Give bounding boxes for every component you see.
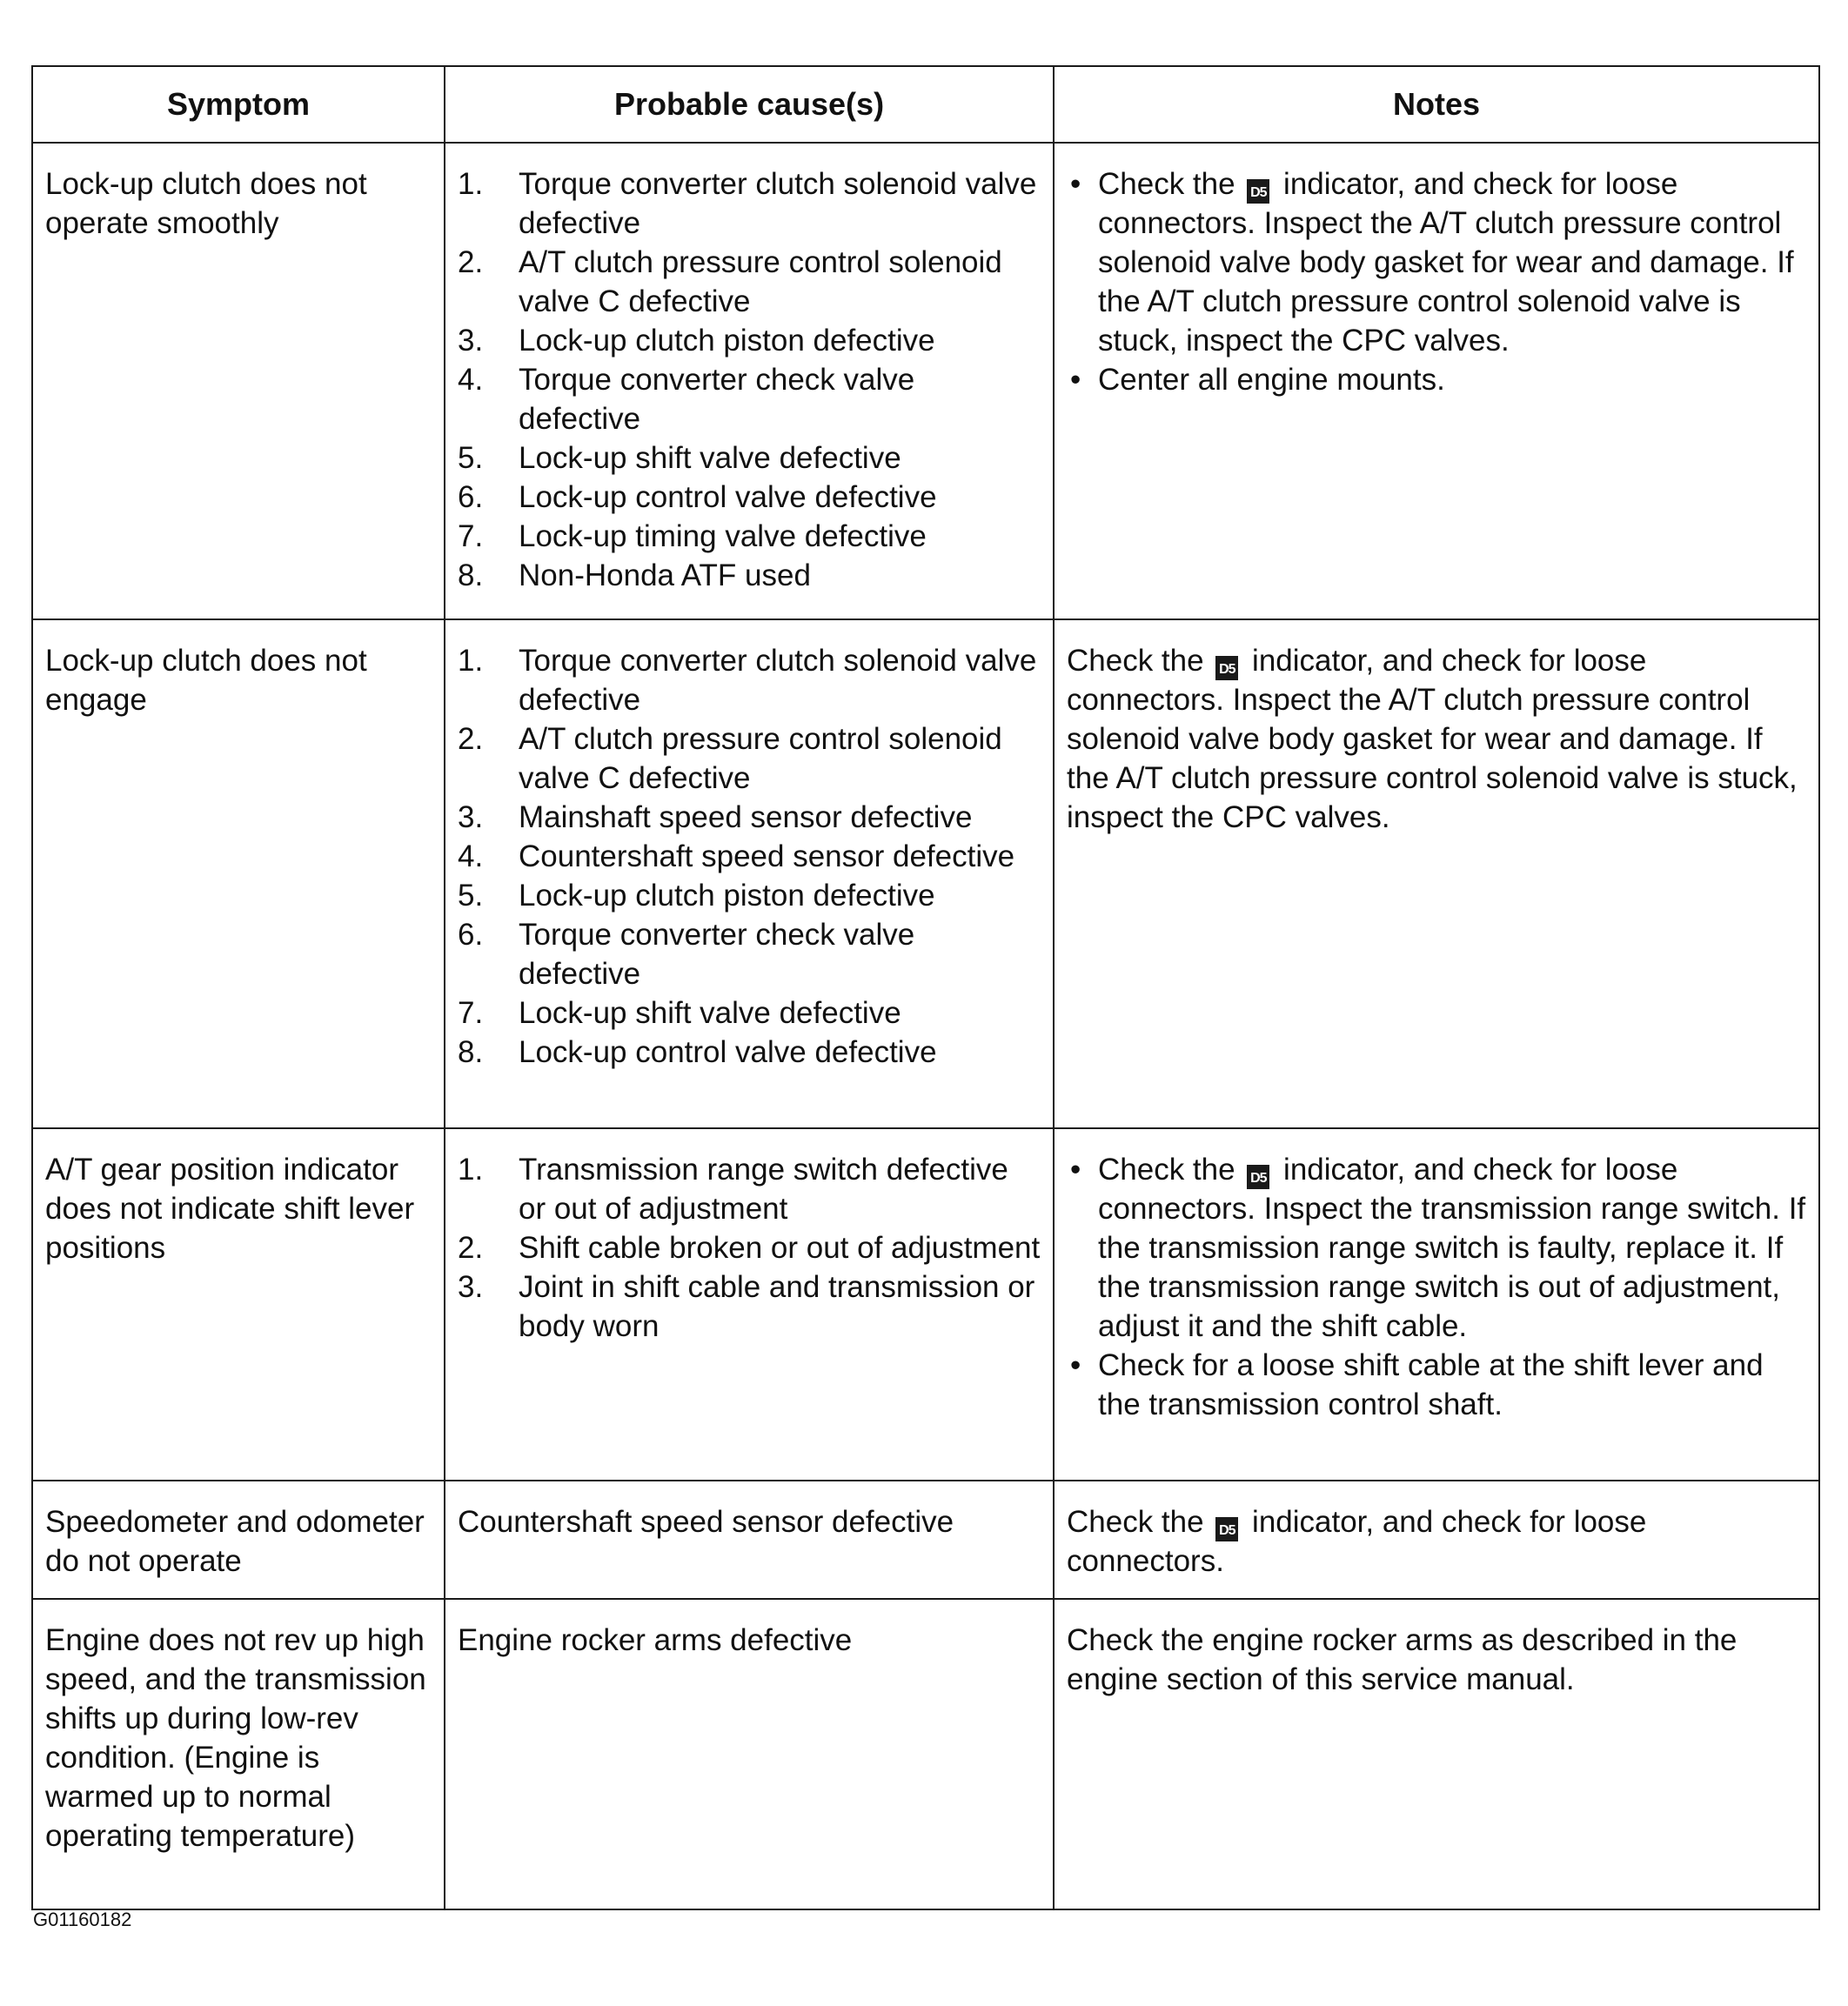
cause-item: 4. Torque converter check valve defective xyxy=(458,363,915,436)
notes-cell xyxy=(1054,143,1819,619)
cause-list xyxy=(458,1150,1041,1346)
cause-list xyxy=(458,164,1041,595)
note-item: • Check the D5 indicator, and check for loose connectors. Inspect the transmission range switch. If the transmission range switch is faulty, replace it. If the transmission range switch is out of adjustment, adjust it and the shift cable. xyxy=(1067,1150,1806,1346)
symptom-cell: Lock-up clutch does not engage xyxy=(32,619,445,1128)
d5-indicator-icon: D5 xyxy=(1215,656,1238,680)
symptom-cell: Speedometer and odometer do not operate xyxy=(32,1481,445,1599)
cause-cell: Countershaft speed sensor defective xyxy=(445,1481,1054,1599)
cause-item: 6. Lock-up control valve defective xyxy=(458,480,937,514)
cause-cell xyxy=(445,1128,1054,1481)
cause-item: 8. Lock-up control valve defective xyxy=(458,1035,937,1069)
cause-item: 7. Lock-up shift valve defective xyxy=(458,996,901,1030)
cause-item: 5. Lock-up clutch piston defective xyxy=(458,879,935,913)
cause-item: 4. Countershaft speed sensor defective xyxy=(458,839,1015,873)
cause-item: 6. Torque converter check valve defective xyxy=(458,918,915,991)
table-row xyxy=(32,619,1819,1128)
cause-item: 2. Shift cable broken or out of adjustment xyxy=(458,1231,1041,1265)
figure-id-label: G01160182 xyxy=(33,1909,132,1930)
note-item: • Center all engine mounts. xyxy=(1067,360,1806,399)
header-probable-causes: Probable cause(s) xyxy=(445,66,1054,143)
cause-item: 1. Transmission range switch defective or out of adjustment xyxy=(458,1153,1008,1226)
cause-cell xyxy=(445,143,1054,619)
note-list xyxy=(1067,164,1806,399)
cause-item: 3. Joint in shift cable and transmission or body worn xyxy=(458,1270,1035,1343)
table-row xyxy=(32,143,1819,619)
cause-item: 2. A/T clutch pressure control solenoid valve C defective xyxy=(458,245,1002,318)
cause-cell xyxy=(445,619,1054,1128)
symptom-cell: A/T gear position indicator does not indicate shift lever positions xyxy=(32,1128,445,1481)
cause-item: 1. Torque converter clutch solenoid valve defective xyxy=(458,167,1037,240)
cause-item: 1. Torque converter clutch solenoid valve defective xyxy=(458,644,1037,717)
note-item: • Check for a loose shift cable at the shift lever and the transmission control shaft. xyxy=(1067,1346,1806,1424)
note-list xyxy=(1067,1150,1806,1424)
notes-cell: Check the engine rocker arms as described in the engine section of this service manual. xyxy=(1054,1599,1819,1909)
d5-indicator-icon: D5 xyxy=(1247,179,1269,204)
cause-item: 8. Non-Honda ATF used xyxy=(458,558,811,592)
cause-item: 5. Lock-up shift valve defective xyxy=(458,441,901,475)
notes-cell: Check the D5 indicator, and check for loose connectors. xyxy=(1054,1481,1819,1599)
d5-indicator-icon: D5 xyxy=(1215,1517,1238,1541)
cause-item: 3. Lock-up clutch piston defective xyxy=(458,324,935,358)
symptom-cell: Lock-up clutch does not operate smoothly xyxy=(32,143,445,619)
d5-indicator-icon: D5 xyxy=(1247,1165,1269,1189)
cause-item: 3. Mainshaft speed sensor defective xyxy=(458,800,973,834)
table-row xyxy=(32,1128,1819,1481)
notes-cell xyxy=(1054,1128,1819,1481)
cause-list xyxy=(458,641,1041,1072)
symptom-cell: Engine does not rev up high speed, and the transmission shifts up during low-rev condition. (Engine is warmed up to normal operating temperature) xyxy=(32,1599,445,1909)
table-row xyxy=(32,1481,1819,1599)
header-row xyxy=(32,66,1819,143)
cause-cell: Engine rocker arms defective xyxy=(445,1599,1054,1909)
header-symptom: Symptom xyxy=(32,66,445,143)
notes-cell: Check the D5 indicator, and check for loose connectors. Inspect the A/T clutch pressure control solenoid valve body gasket for wear and damage. If the A/T clutch pressure control solenoid valve is stuck, inspect the CPC valves. xyxy=(1054,619,1819,1128)
troubleshooting-table xyxy=(31,65,1820,1910)
header-notes: Notes xyxy=(1054,66,1819,143)
cause-item: 2. A/T clutch pressure control solenoid valve C defective xyxy=(458,722,1002,795)
table-row xyxy=(32,1599,1819,1909)
note-item: • Check the D5 indicator, and check for loose connectors. Inspect the A/T clutch pressure control solenoid valve body gasket for wear and damage. If the A/T clutch pressure control solenoid valve is stuck, inspect the CPC valves. xyxy=(1067,164,1806,360)
cause-item: 7. Lock-up timing valve defective xyxy=(458,519,927,553)
